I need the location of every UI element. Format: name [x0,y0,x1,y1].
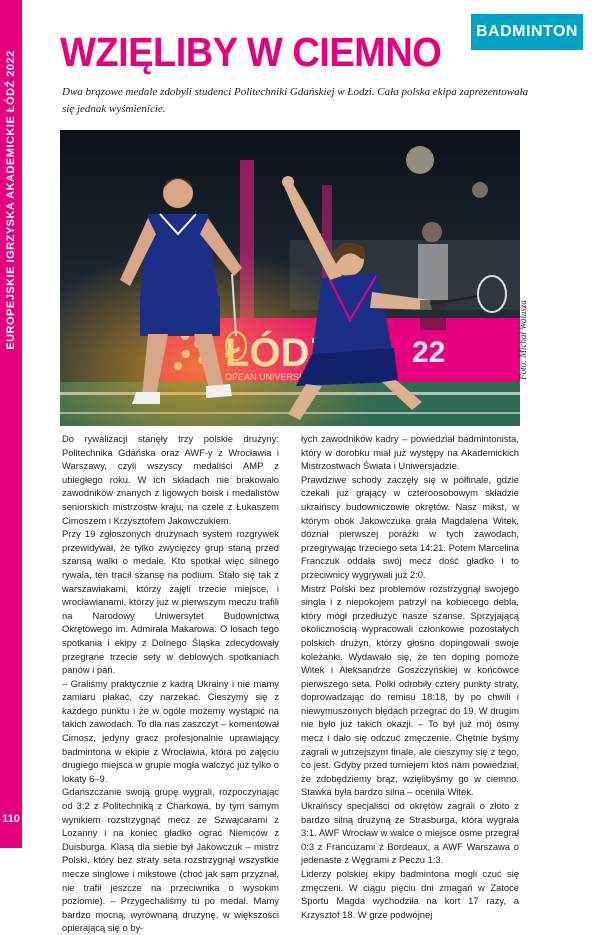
paragraph: Liderzy polskiej ekipy badmintona mogli czuć się zmęczeni. W ciągu pięciu dni zmagań w Zatoce Sportu Magda wychodziła na kort 17 razy, a Krzysztof 18. W grze podwójnej [301,868,519,920]
paragraph: Przy 19 zgłoszonych drużynach system rozgrywek przewidywał, że tylko zwycięzcy grup staną przed szansą walki o medale. Kto spotkał więc silnego rywala, ten tracił szansę na podium. Stało się tak z warszawiakami, którzy zajęli trzecie miejsce, i wrocławianami, którzy już w pierwszym meczu trafili na Narodowy Uniwersytet Budownictwa Okrętowego im. Admirała Makarowa. O losach tego spotkania i ekipy z Dolnego Śląska zdecydowały przegrane trzecie sety w deblowych spotkaniach panów i pań. [62,528,279,676]
event-title: EUROPEJSKIE IGRZYSKA AKADEMICKIE ŁÓDŹ 2022 [5,50,17,350]
section-tag: BADMINTON [471,14,583,50]
paragraph: Gdańszczanie swoją grupę wygrali, rozpoczynając od 3:2 z Politechniką z Charkowa, by tym samym wynikiem rozstrzygnąć mecz ze Szwajcarami z Lozanny i na koniec gładko ograć Niemców z Duisburga. Klasą dla siebie był Jakowczuk – mistrz Polski, który bez straty seta rozstrzygnął wszystkie mecze singlowe i mikstowe (choć jak sam przyznał, nie trafił jeszcze na przeciwnika o wysokim poziomie). – Przygechaliśmy tu po medal. Mamy bardzo mocną, wyrównaną drużynę, w większości opierającą się o by- [62,786,279,934]
side-bar [0,0,22,848]
paragraph: łych zawodników kadry – powiedział badmintonista, który w dorobku miał już występy na Akademickich Mistrzostwach Świata i Uniwersjadzie. [301,433,519,472]
paragraph: Prawdziwe schody zaczęły się w półfinale, gdzie czekali już grający w czteroosobowym składzie ukraińscy budowniczowie okrętów. Nasz mikst, w którym obok Jakowczuka grała Magdalena Witek, doznał pierwszej porażki w tych zawodach, przegrywając trzeciego seta 14:21. Potem Marcelina Franczuk oddała swój mecz dość gładko i to przeciwnicy wygrywali już 2:0. [301,473,519,580]
paragraph: – Graliśmy praktycznie z kadrą Ukrainy i nie mamy zamiaru płakać, czy narzekać. Cieszymy się z każdego punktu i że w ogóle możemy wystąpić na takich zawodach. To dla nas zaszczyt – komentował Cimosz, jedyny gracz profesjonalnie uprawiający badmintona w ekipie z Wrocławia, która po zajęciu drugiego miejsca w grupie mogła walczyć już tylko o lokaty 6–9. [62,677,279,784]
paragraph: Ukraińscy specjaliści od okrętów zagrali o złoto z bardzo silną drużyną ze Strasburga, która wygrała 3:1. AWF Wrocław w walce o miejsce ósme przegrał 0:3 z Francuzami z Bordeaux, a AWF Warszawa o jedenaste z Węgrami z Peczu 1:3. [301,800,519,866]
page-number: 110 [2,813,20,825]
paragraph: Mistrz Polski bez problemów rozstrzygnął swojego singla i z niepokojem patrzył na kobiecego debla, który mógł przedłużyć nasze szanse. Sprzyjającą okolicznością wypracowali członkowie pozostałych polskich drużyn, którzy głośno dopingowali swoje koleżanki. Wydawało się, że ten doping pomoże Witek i Aleksandrze Goszczyńskiej w końcówce pierwszego seta. Polki odrobiły cztery punkty straty, doprowadzając do remisu 18:18, by po chwili i niewymuszonych błędach przegrać do 19. W drugim nie było już takich okazji. – To był już mój ósmy mecz i dało się odczuć zmęczenie. Chętnie byśmy zagrali w jutrzejszym finale, ale cieszymy się z tego, co jest. Gdyby przed turniejem ktoś nam powiedział, że zdobędziemy brąz, wzięlibyśmy go w ciemno. Stawka była bardzo silna – oceniła Witek. [301,582,519,798]
article-column-left [62,432,279,935]
article-lead: Dwa brązowe medale zdobyli studenci Politechniki Gdańskiej w Łodzi. Cała polska ekipa zaprezentowała się jednak wyśmienicie. [62,86,529,115]
paragraph: Do rywalizacji stanęły trzy polskie drużyny: Politechnika Gdańska oraz AWF-y z Wrocławia i Warszawy, czyli wszyscy medaliści AMP z ubiegłego roku. W ich składach nie brakowało zawodników znanych z ligowych boisk i medalistów seniorskich mistrzostw kraju, na czele z Łukaszem Cimoszem i Krzysztofem Jakowczukiem. [62,433,279,526]
article-headline: WZIĘLIBY W CIEMNO [60,30,442,76]
article-photo [60,130,520,426]
